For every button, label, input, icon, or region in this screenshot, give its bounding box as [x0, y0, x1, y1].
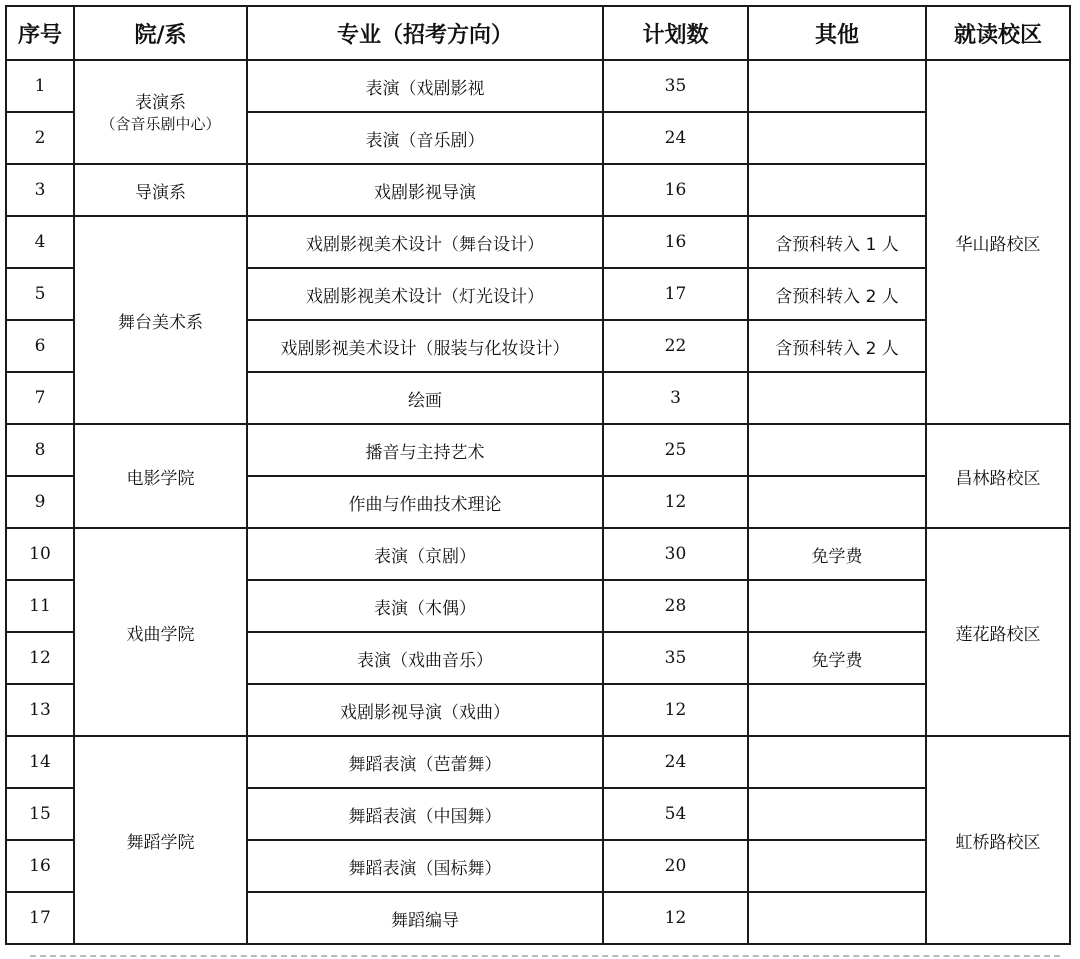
plan-count-cell: 16 [603, 216, 748, 268]
other-cell [748, 112, 926, 164]
row-no: 7 [6, 372, 74, 424]
other-cell [748, 476, 926, 528]
row-no: 10 [6, 528, 74, 580]
other-cell [748, 892, 926, 944]
table-row [6, 424, 1070, 476]
other-cell [748, 580, 926, 632]
row-no: 17 [6, 892, 74, 944]
row-no: 12 [6, 632, 74, 684]
table-row [6, 528, 1070, 580]
plan-count-cell: 25 [603, 424, 748, 476]
other-cell: 免学费 [748, 528, 926, 580]
other-cell [748, 164, 926, 216]
campus-cell: 华山路校区 [926, 60, 1070, 424]
plan-count-cell: 3 [603, 372, 748, 424]
table-row [6, 60, 1070, 112]
row-no: 8 [6, 424, 74, 476]
major-cell: 表演（音乐剧） [247, 112, 603, 164]
plan-count-cell: 35 [603, 60, 748, 112]
plan-count-cell: 16 [603, 164, 748, 216]
plan-count-cell: 30 [603, 528, 748, 580]
plan-count-cell: 24 [603, 736, 748, 788]
header-department: 院/系 [74, 6, 247, 60]
header-campus: 就读校区 [926, 6, 1070, 60]
other-cell: 含预科转入 2 人 [748, 268, 926, 320]
major-cell: 戏剧影视导演 [247, 164, 603, 216]
row-no: 6 [6, 320, 74, 372]
header-plan-count: 计划数 [603, 6, 748, 60]
row-no: 16 [6, 840, 74, 892]
campus-cell: 莲花路校区 [926, 528, 1070, 736]
department-cell [74, 60, 247, 164]
plan-count-cell: 20 [603, 840, 748, 892]
row-no: 9 [6, 476, 74, 528]
header-row [6, 6, 1070, 60]
plan-count-cell: 12 [603, 684, 748, 736]
major-cell: 绘画 [247, 372, 603, 424]
major-cell: 舞蹈表演（中国舞） [247, 788, 603, 840]
row-no: 14 [6, 736, 74, 788]
other-cell [748, 736, 926, 788]
other-cell [748, 840, 926, 892]
major-cell: 表演（戏曲音乐） [247, 632, 603, 684]
major-cell: 表演（戏剧影视 [247, 60, 603, 112]
plan-count-cell: 24 [603, 112, 748, 164]
campus-cell: 昌林路校区 [926, 424, 1070, 528]
major-cell: 表演（木偶） [247, 580, 603, 632]
other-cell: 含预科转入 2 人 [748, 320, 926, 372]
department-subname: （含音乐剧中心） [100, 115, 221, 133]
major-cell: 戏剧影视美术设计（灯光设计） [247, 268, 603, 320]
row-no: 5 [6, 268, 74, 320]
department-cell: 舞台美术系 [74, 216, 247, 424]
table-row [6, 216, 1070, 268]
enrollment-plan-table [5, 5, 1071, 945]
row-no: 2 [6, 112, 74, 164]
campus-cell: 虹桥路校区 [926, 736, 1070, 944]
other-cell [748, 372, 926, 424]
table-row [6, 736, 1070, 788]
plan-count-cell: 35 [603, 632, 748, 684]
plan-count-cell: 22 [603, 320, 748, 372]
major-cell: 戏剧影视美术设计（舞台设计） [247, 216, 603, 268]
row-no: 1 [6, 60, 74, 112]
row-no: 11 [6, 580, 74, 632]
department-cell: 舞蹈学院 [74, 736, 247, 944]
bottom-divider [30, 955, 1060, 957]
major-cell: 表演（京剧） [247, 528, 603, 580]
row-no: 4 [6, 216, 74, 268]
plan-count-cell: 12 [603, 892, 748, 944]
plan-count-cell: 12 [603, 476, 748, 528]
department-cell: 电影学院 [74, 424, 247, 528]
major-cell: 舞蹈编导 [247, 892, 603, 944]
table-row [6, 164, 1070, 216]
major-cell: 舞蹈表演（国标舞） [247, 840, 603, 892]
other-cell [748, 684, 926, 736]
header-major: 专业（招考方向） [247, 6, 603, 60]
other-cell [748, 424, 926, 476]
major-cell: 播音与主持艺术 [247, 424, 603, 476]
row-no: 15 [6, 788, 74, 840]
major-cell: 舞蹈表演（芭蕾舞） [247, 736, 603, 788]
other-cell: 免学费 [748, 632, 926, 684]
department-cell: 戏曲学院 [74, 528, 247, 736]
other-cell [748, 788, 926, 840]
header-other: 其他 [748, 6, 926, 60]
other-cell [748, 60, 926, 112]
plan-count-cell: 54 [603, 788, 748, 840]
major-cell: 戏剧影视美术设计（服装与化妆设计） [247, 320, 603, 372]
plan-count-cell: 17 [603, 268, 748, 320]
header-no: 序号 [6, 6, 74, 60]
department-name: 表演系 [135, 93, 186, 113]
row-no: 13 [6, 684, 74, 736]
other-cell: 含预科转入 1 人 [748, 216, 926, 268]
major-cell: 戏剧影视导演（戏曲） [247, 684, 603, 736]
major-cell: 作曲与作曲技术理论 [247, 476, 603, 528]
plan-count-cell: 28 [603, 580, 748, 632]
row-no: 3 [6, 164, 74, 216]
department-cell: 导演系 [74, 164, 247, 216]
